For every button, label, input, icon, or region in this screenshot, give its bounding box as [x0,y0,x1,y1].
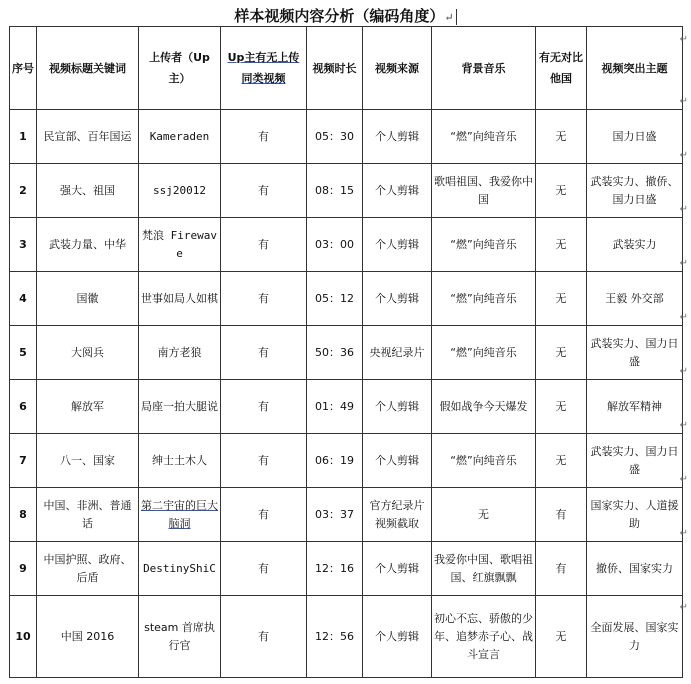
cell-keywords: 强大、祖国 [37,164,139,218]
end-of-row-mark-icon: ↵ [679,420,688,431]
cell-keywords: 武装力量、中华 [37,218,139,272]
cell-duration: 01：49 [307,380,363,434]
cell-duration: 50：36 [307,326,363,380]
header-theme: 视频突出主题 [587,27,683,110]
cell-no: 6 [10,380,37,434]
cell-music: “燃”向纯音乐 [432,218,536,272]
end-of-row-mark-icon: ↵ [679,366,688,377]
cell-no: 9 [10,542,37,596]
cell-source: 个人剪辑 [363,164,432,218]
cell-theme: 王毅 外交部 [587,272,683,326]
cell-compare: 无 [536,272,587,326]
cell-duration: 05：12 [307,272,363,326]
cell-no: 1 [10,110,37,164]
cell-theme: 武装实力、国力日盛 [587,326,683,380]
cell-compare: 无 [536,218,587,272]
cell-theme: 武装实力、撤侨、国力日盛 [587,164,683,218]
cell-music: 我爱你中国、歌唱祖国、红旗飘飘 [432,542,536,596]
cell-music: 假如战争今天爆发 [432,380,536,434]
cell-source: 个人剪辑 [363,542,432,596]
cell-music: “燃”向纯音乐 [432,272,536,326]
cell-compare: 无 [536,380,587,434]
header-music: 背景音乐 [432,27,536,110]
cell-similar: 有 [221,164,307,218]
header-keywords: 视频标题关键词 [37,27,139,110]
cell-keywords: 中国 2016 [37,596,139,678]
cell-no: 2 [10,164,37,218]
cell-similar: 有 [221,596,307,678]
cell-keywords: 解放军 [37,380,139,434]
end-of-row-mark-icon: ↵ [679,602,688,613]
cell-theme: 撤侨、国家实力 [587,542,683,596]
cell-no: 3 [10,218,37,272]
end-of-row-mark-icon: ↵ [679,150,688,161]
header-no: 序号 [10,27,37,110]
cell-source: 央视纪录片 [363,326,432,380]
cell-theme: 武装实力、国力日盛 [587,434,683,488]
cell-compare: 有 [536,542,587,596]
cell-uploader-text: 第二宇宙的巨大脑洞 [141,498,218,530]
table-row [10,110,683,164]
cell-keywords: 八一、国家 [37,434,139,488]
table-title [0,5,691,26]
cell-similar: 有 [221,110,307,164]
cell-no: 4 [10,272,37,326]
table-row [10,164,683,218]
table-row [10,326,683,380]
end-of-row-mark-icon: ↵ [679,258,688,269]
end-of-row-mark-icon: ↵ [679,96,688,107]
cell-compare: 有 [536,488,587,542]
cell-no: 5 [10,326,37,380]
cell-no: 10 [10,596,37,678]
cell-similar: 有 [221,326,307,380]
end-of-row-mark-icon: ↵ [679,312,688,323]
cell-similar: 有 [221,488,307,542]
cell-uploader: ssj20012 [139,164,221,218]
cell-theme: 国力日盛 [587,110,683,164]
header-similar-text: Up主有无上传同类视频 [227,51,300,85]
cell-source: 官方纪录片视频截取 [363,488,432,542]
cell-no: 8 [10,488,37,542]
cell-keywords: 中国、非洲、普通话 [37,488,139,542]
end-of-row-mark-icon: ↵ [679,528,688,539]
cell-music: 无 [432,488,536,542]
cell-source: 个人剪辑 [363,272,432,326]
cell-duration: 03：37 [307,488,363,542]
cell-theme: 武装实力 [587,218,683,272]
analysis-table [9,26,683,678]
cell-music: 歌唱祖国、我爱你中国 [432,164,536,218]
cell-similar: 有 [221,434,307,488]
header-row [10,27,683,110]
table-row [10,542,683,596]
header-uploader: 上传者（Up主） [139,27,221,110]
cell-uploader: 世事如局人如棋 [139,272,221,326]
cell-theme: 解放军精神 [587,380,683,434]
cell-keywords: 中国护照、政府、后盾 [37,542,139,596]
cell-keywords: 大阅兵 [37,326,139,380]
cell-music: 初心不忘、骄傲的少年、追梦赤子心、战斗宣言 [432,596,536,678]
cell-source: 个人剪辑 [363,110,432,164]
cell-similar: 有 [221,272,307,326]
cell-duration: 08：15 [307,164,363,218]
end-of-row-mark-icon: ↵ [679,474,688,485]
cell-compare: 无 [536,164,587,218]
cell-keywords: 国徽 [37,272,139,326]
cell-compare: 无 [536,326,587,380]
cell-music: “燃”向纯音乐 [432,434,536,488]
cell-uploader: steam 首席执行官 [139,596,221,678]
cell-no: 7 [10,434,37,488]
paragraph-mark-icon: ↵ [444,11,454,24]
cell-duration: 12：16 [307,542,363,596]
cell-uploader: DestinyShiC [139,542,221,596]
end-of-row-mark-icon: ↵ [679,204,688,215]
table-row [10,434,683,488]
cell-uploader: Kameraden [139,110,221,164]
table-row [10,380,683,434]
cell-duration: 12：56 [307,596,363,678]
cell-compare: 无 [536,110,587,164]
cell-compare: 无 [536,596,587,678]
end-of-row-mark-icon: ↵ [679,34,688,45]
cell-music: “燃”向纯音乐 [432,110,536,164]
cell-source: 个人剪辑 [363,380,432,434]
table-title-text: 样本视频内容分析（编码角度） [234,7,445,25]
header-duration: 视频时长 [307,27,363,110]
cell-similar: 有 [221,542,307,596]
table-row [10,596,683,678]
header-similar [221,27,307,110]
table-row [10,218,683,272]
cell-keywords: 民宣部、百年国运 [37,110,139,164]
cell-similar: 有 [221,218,307,272]
cell-uploader [139,488,221,542]
cell-source: 个人剪辑 [363,434,432,488]
text-cursor [456,9,457,25]
cell-source: 个人剪辑 [363,218,432,272]
cell-uploader: 局座一拍大腿说 [139,380,221,434]
cell-source: 个人剪辑 [363,596,432,678]
cell-theme: 全面发展、国家实力 [587,596,683,678]
cell-uploader: 绅士土木人 [139,434,221,488]
table-row [10,272,683,326]
cell-uploader: 梵浪 Firewave [139,218,221,272]
cell-compare: 无 [536,434,587,488]
table-row [10,488,683,542]
cell-duration: 06：19 [307,434,363,488]
header-source: 视频来源 [363,27,432,110]
cell-theme: 国家实力、人道援助 [587,488,683,542]
cell-duration: 05：30 [307,110,363,164]
cell-uploader: 南方老狼 [139,326,221,380]
cell-similar: 有 [221,380,307,434]
cell-music: “燃”向纯音乐 [432,326,536,380]
header-compare: 有无对比他国 [536,27,587,110]
cell-duration: 03：00 [307,218,363,272]
